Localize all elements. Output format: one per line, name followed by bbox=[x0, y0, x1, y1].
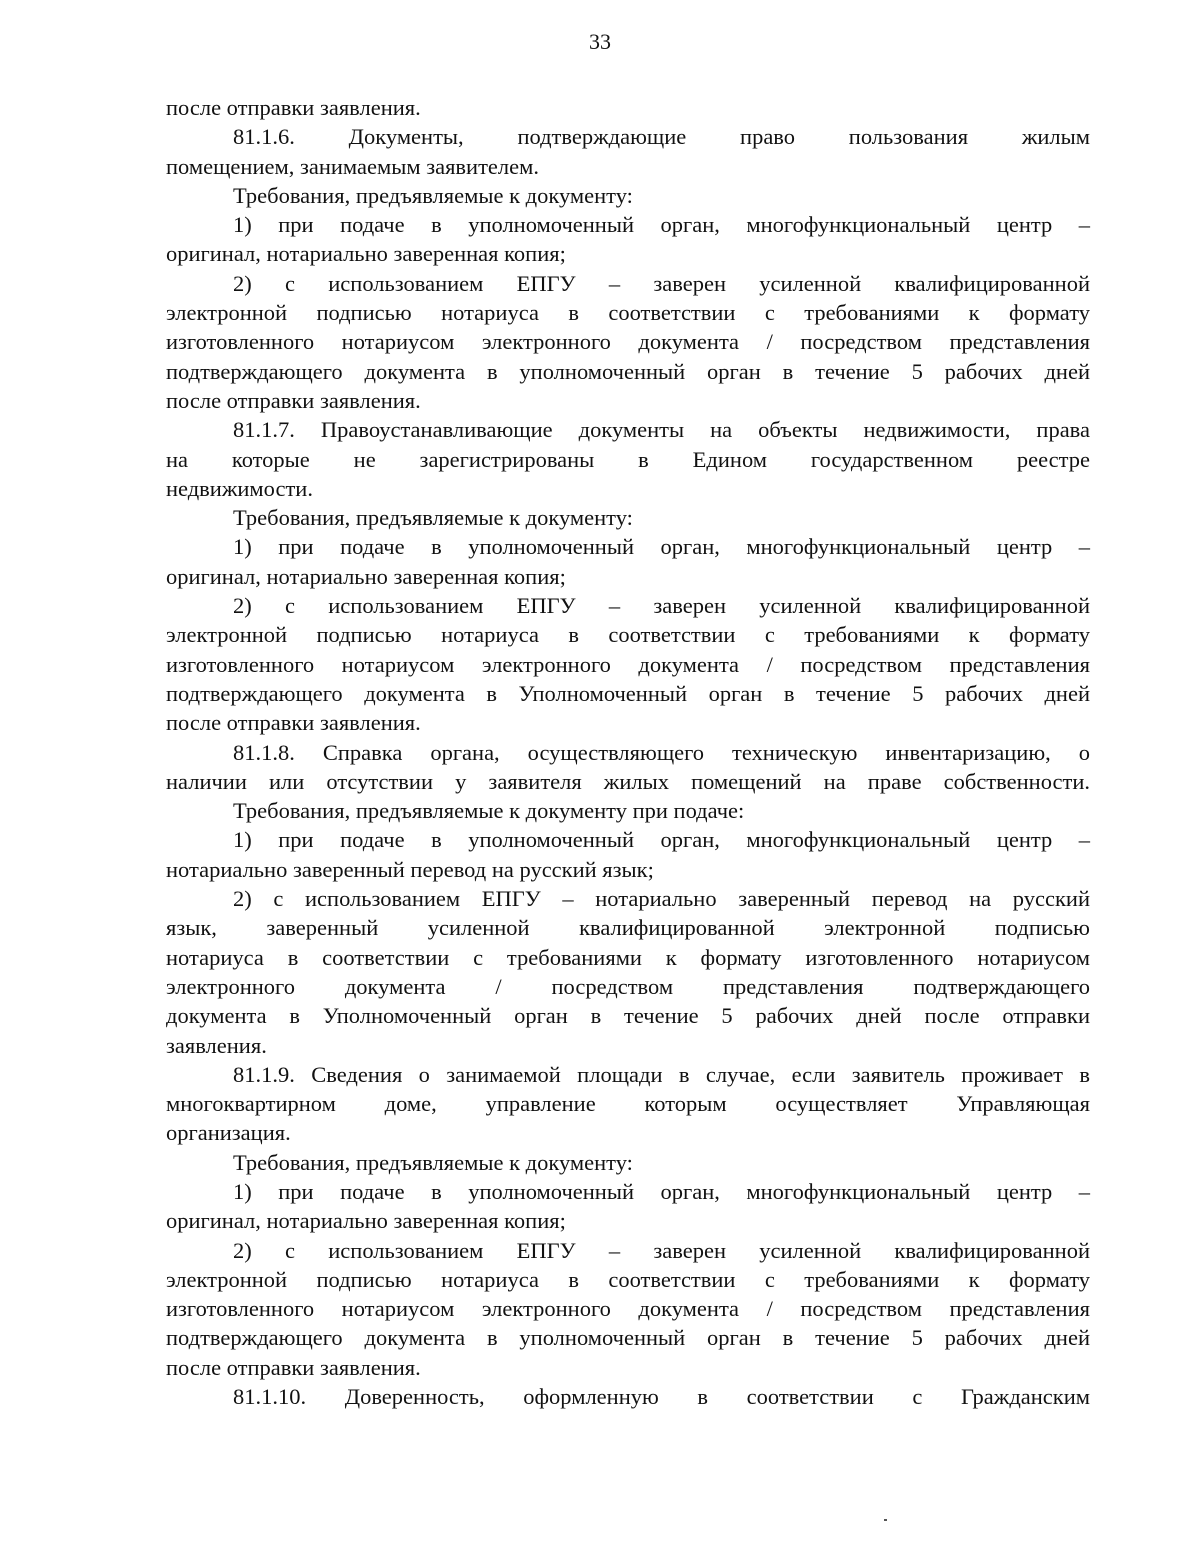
text-line: подтверждающего документа в Уполномоченный орган в течение 5 рабочих дней bbox=[166, 680, 1090, 706]
text-line: многоквартирном доме, управление которым осуществляет Управляющая bbox=[166, 1091, 1090, 1117]
text-line: 2) с использованием ЕПГУ – заверен усиленной квалифицированной bbox=[233, 1237, 1090, 1263]
text-line: 1) при подаче в уполномоченный орган, многофункциональный центр – bbox=[233, 1178, 1090, 1204]
text-line: изготовленного нотариусом электронного документа / посредством представления bbox=[166, 1296, 1090, 1322]
text-line: 81.1.9. Сведения о занимаемой площади в случае, если заявитель проживает в bbox=[233, 1061, 1090, 1087]
text-line: оригинал, нотариально заверенная копия; bbox=[166, 563, 566, 589]
text-line: 81.1.6. Документы, подтверждающие право пользования жилым bbox=[233, 124, 1090, 150]
text-line: 2) с использованием ЕПГУ – заверен усиленной квалифицированной bbox=[233, 593, 1090, 619]
text-line: электронной подписью нотариуса в соответствии с требованиями к формату bbox=[166, 300, 1090, 326]
text-line: заявления. bbox=[166, 1032, 267, 1058]
text-line: недвижимости. bbox=[166, 475, 313, 501]
text-line: 81.1.8. Справка органа, осуществляющего техническую инвентаризацию, о bbox=[233, 739, 1090, 765]
text-line: помещением, занимаемым заявителем. bbox=[166, 153, 539, 179]
text-line: электронного документа / посредством представления подтверждающего bbox=[166, 973, 1090, 999]
document-body bbox=[166, 93, 1090, 1411]
text-line: Требования, предъявляемые к документу: bbox=[233, 182, 633, 208]
text-line: на которые не зарегистрированы в Едином государственном реестре bbox=[166, 446, 1090, 472]
text-line: электронной подписью нотариуса в соответствии с требованиями к формату bbox=[166, 622, 1090, 648]
text-line: организация. bbox=[166, 1120, 291, 1146]
text-line: 1) при подаче в уполномоченный орган, многофункциональный центр – bbox=[233, 534, 1090, 560]
text-line: после отправки заявления. bbox=[166, 95, 421, 120]
text-line: подтверждающего документа в уполномоченный орган в течение 5 рабочих дней bbox=[166, 1325, 1090, 1351]
text-line: 81.1.7. Правоустанавливающие документы на объекты недвижимости, права bbox=[233, 417, 1090, 443]
text-line: подтверждающего документа в уполномоченный орган в течение 5 рабочих дней bbox=[166, 358, 1090, 384]
text-line: 1) при подаче в уполномоченный орган, многофункциональный центр – bbox=[233, 827, 1090, 853]
text-line: оригинал, нотариально заверенная копия; bbox=[166, 241, 566, 267]
text-line: нотариуса в соответствии с требованиями к формату изготовленного нотариусом bbox=[166, 944, 1090, 970]
text-line: 1) при подаче в уполномоченный орган, многофункциональный центр – bbox=[233, 212, 1090, 238]
text-line: 2) с использованием ЕПГУ – заверен усиленной квалифицированной bbox=[233, 270, 1090, 296]
text-line: изготовленного нотариусом электронного документа / посредством представления bbox=[166, 329, 1090, 355]
text-line: электронной подписью нотариуса в соответствии с требованиями к формату bbox=[166, 1266, 1090, 1292]
text-line: язык, заверенный усиленной квалифицированной электронной подписью bbox=[166, 915, 1090, 941]
text-line: оригинал, нотариально заверенная копия; bbox=[166, 1208, 566, 1234]
scan-speck bbox=[884, 1519, 887, 1521]
text-line: Требования, предъявляемые к документу при подаче: bbox=[233, 798, 745, 824]
text-line: после отправки заявления. bbox=[166, 1354, 421, 1380]
text-line: документа в Уполномоченный орган в течение 5 рабочих дней после отправки bbox=[166, 1003, 1090, 1029]
text-line: 81.1.10. Доверенность, оформленную в соответствии с Гражданским bbox=[233, 1384, 1090, 1410]
text-line: после отправки заявления. bbox=[166, 387, 421, 413]
text-line: Требования, предъявляемые к документу: bbox=[233, 1149, 633, 1175]
text-line: 2) с использованием ЕПГУ – нотариально заверенный перевод на русский bbox=[233, 886, 1090, 912]
text-line: Требования, предъявляемые к документу: bbox=[233, 505, 633, 531]
text-line: после отправки заявления. bbox=[166, 710, 421, 736]
text-line: нотариально заверенный перевод на русский язык; bbox=[166, 856, 654, 882]
text-line: наличии или отсутствии у заявителя жилых помещений на праве собственности. bbox=[166, 768, 1090, 794]
page-number: 33 bbox=[589, 29, 611, 54]
text-line: изготовленного нотариусом электронного документа / посредством представления bbox=[166, 651, 1090, 677]
